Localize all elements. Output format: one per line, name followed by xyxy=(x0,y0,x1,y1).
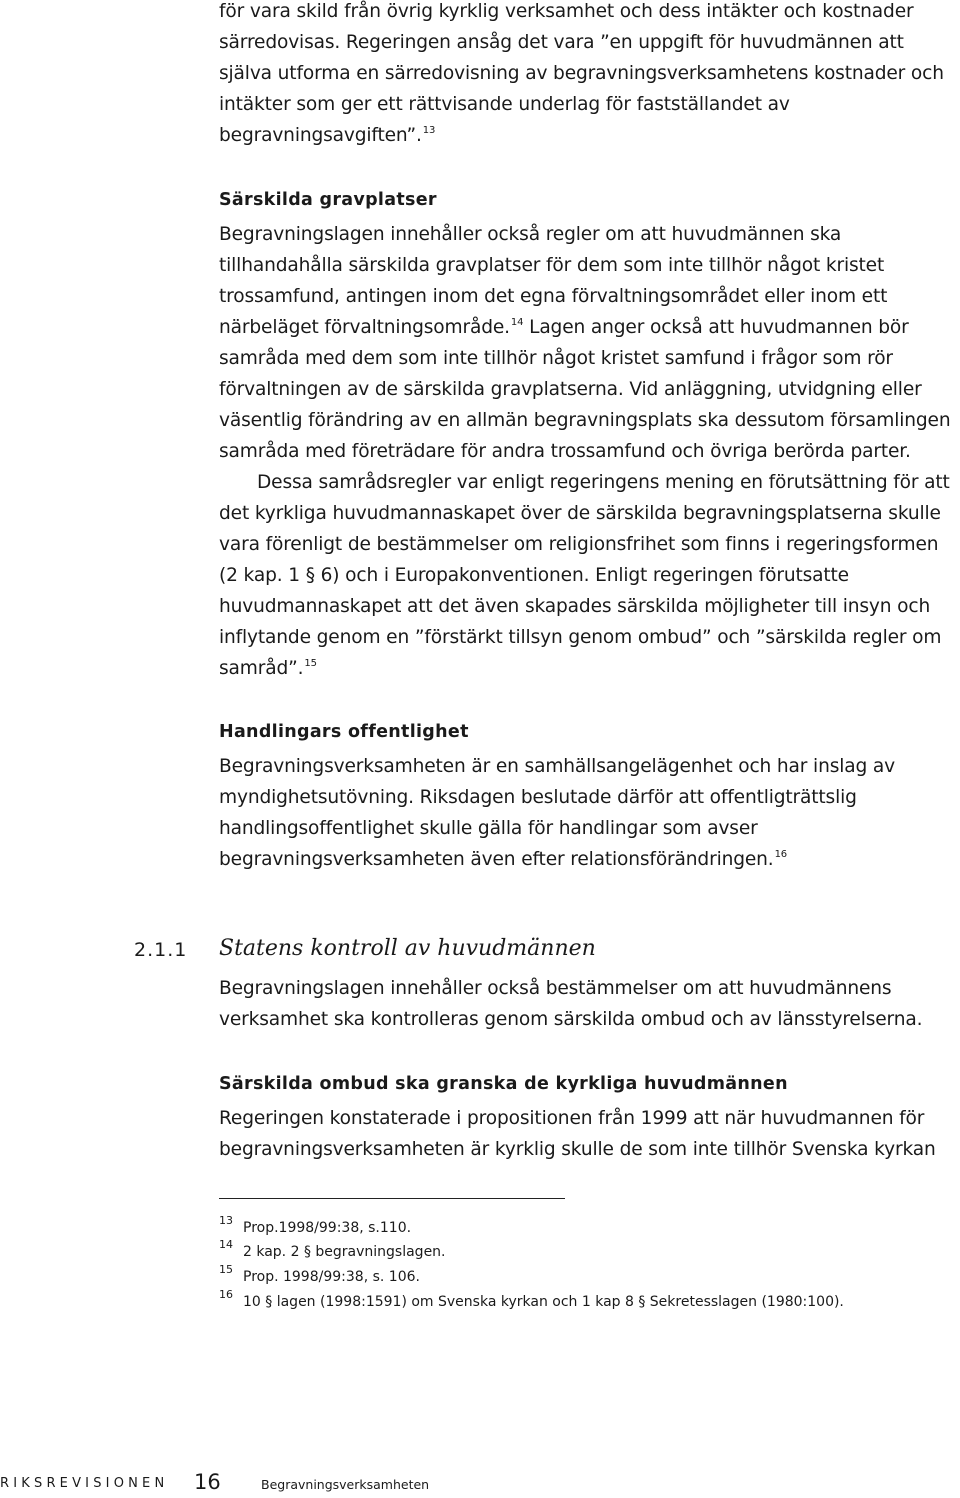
ombud-paragraph xyxy=(219,1103,954,1165)
footnote-ref-13: 13 xyxy=(422,125,436,136)
footnote-divider xyxy=(219,1198,565,1199)
section-number: 2.1.1 xyxy=(134,939,188,961)
footnote-number: 16 xyxy=(219,1288,233,1301)
page-footer xyxy=(0,1470,960,1498)
footnote-ref-15: 15 xyxy=(304,658,317,669)
footer-report-title: Begravningsverksamheten xyxy=(261,1477,430,1492)
heading-sarskilda-ombud: Särskilda ombud ska granska de kyrkliga huvudmännen xyxy=(219,1074,788,1094)
footnote-ref-14: 14 xyxy=(510,317,524,328)
heading-sarskilda-gravplatser: Särskilda gravplatser xyxy=(219,190,437,210)
sarskilda-body xyxy=(219,219,954,684)
footnote-text: Prop.1998/99:38, s.110. xyxy=(243,1220,412,1236)
heading-handlingars-offentlighet: Handlingars offentlighet xyxy=(219,722,469,742)
footnote-number: 15 xyxy=(219,1263,233,1276)
section-title: Statens kontroll av huvudmännen xyxy=(219,936,596,961)
intro-paragraph xyxy=(219,0,954,151)
sarskilda-text-a: Begravningslagen innehåller också regler om att huvudmännen ska tillhandahålla särskilda gravplatser för dem som inte tillhör något kristet trossamfund, antingen inom det egna förvaltningsområdet eller inom ett närbeläget förvaltningsområde. xyxy=(219,224,888,338)
footnote-text: 10 § lagen (1998:1591) om Svenska kyrkan och 1 kap 8 § Sekretesslagen (1980:100). xyxy=(243,1294,844,1310)
sarskilda-text-c: Dessa samrådsregler var enligt regeringens mening en förutsättning för att det kyrkliga huvudmannaskapet över de särskilda begravningsplatserna skulle vara förenligt de bestämmelser om religionsfrihet som finns i regeringsformen (2 kap. 1 § 6) och i Europakonventionen. Enligt regeringen förutsatte huvudmannaskapet att det även skapades särskilda möjligheter till insyn och inflytande genom en ”förstärkt tillsyn genom ombud” och ”särskilda regler om samråd”. xyxy=(219,472,950,679)
footnote-number: 13 xyxy=(219,1214,233,1227)
footnote-number: 14 xyxy=(219,1238,233,1251)
footer-organization: RIKSREVISIONEN xyxy=(0,1476,169,1491)
intro-text: för vara skild från övrig kyrklig verksamhet och dess intäkter och kostnader särredovisas. Regeringen ansåg det vara ”en uppgift för huvudmännen att själva utforma en särredovisning av begravningsverksamhetens kostnader och intäkter som ger ett rättvisande underlag för fastställandet av begravningsavgiften”. xyxy=(219,1,944,146)
handlingar-text: Begravningsverksamheten är en samhällsangelägenhet och har inslag av myndighetsutövning. Riksdagen beslutade därför att offentligträttslig handlingsoffentlighet skulle gälla för handlingar som avser begravningsverksamheten även efter relationsförändringen. xyxy=(219,756,896,870)
page-number: 16 xyxy=(194,1470,221,1494)
section-text: Begravningslagen innehåller också bestämmelser om att huvudmännens verksamhet ska kontrolleras genom särskilda ombud och av länsstyrelserna. xyxy=(219,978,923,1030)
footnote-text: Prop. 1998/99:38, s. 106. xyxy=(243,1269,420,1285)
sarskilda-paragraph-2 xyxy=(219,467,954,684)
sarskilda-text-b: Lagen anger också att huvudmannen bör samråda med dem som inte tillhör något kristet samfund i frågor som rör förvaltningen av de särskilda gravplatserna. Vid anläggning, utvidgning eller väsentlig förändring av en allmän begravningsplats ska dessutom församlingen samråda med företrädare för andra trossamfund och övriga berörda parter. xyxy=(219,317,951,462)
footnote-ref-16: 16 xyxy=(774,849,787,860)
footnote-text: 2 kap. 2 § begravningslagen. xyxy=(243,1244,446,1260)
ombud-text: Regeringen konstaterade i propositionen från 1999 att när huvudmannen för begravningsverksamheten är kyrklig skulle de som inte tillhör Svenska kyrkan xyxy=(219,1108,936,1160)
section-paragraph xyxy=(219,973,954,1035)
handlingar-paragraph xyxy=(219,751,954,875)
sarskilda-paragraph-1 xyxy=(219,219,954,467)
